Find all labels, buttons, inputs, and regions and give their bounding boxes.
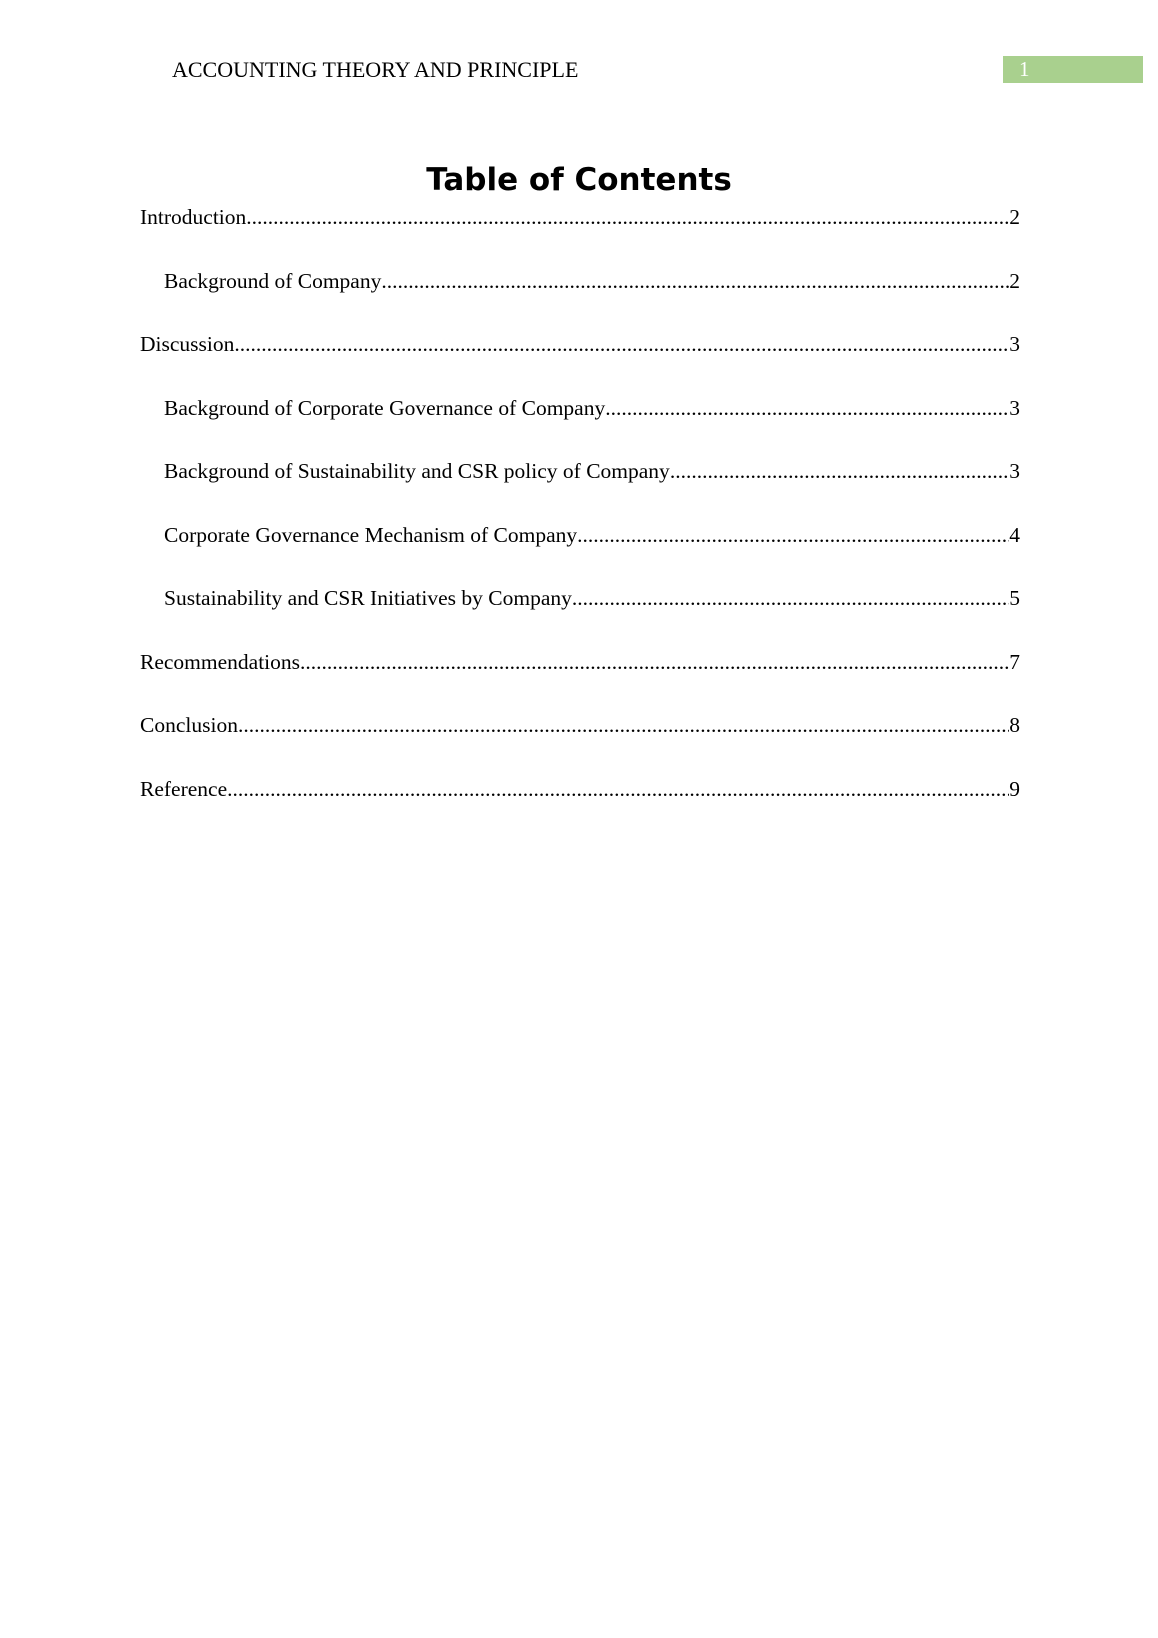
toc-entry-corporate-governance-background[interactable] [140, 394, 1020, 458]
toc-entry-label: Introduction [140, 205, 247, 229]
toc-entry-conclusion[interactable] [140, 711, 1020, 775]
toc-entry-label: Conclusion [140, 713, 238, 737]
toc-entry-label: Background of Company [164, 268, 382, 293]
toc-entry-label: Reference [140, 776, 228, 801]
toc-dot-leader [605, 394, 1009, 422]
toc-entry-label: Recommendations [140, 649, 301, 674]
toc-dot-leader [234, 330, 1009, 358]
toc-entry-page: 4 [1009, 522, 1020, 547]
toc-dot-leader [670, 457, 1009, 485]
toc-entry-sustainability-csr-policy[interactable] [140, 457, 1020, 521]
toc-entry-page: 3 [1009, 395, 1020, 420]
toc-dot-leader [238, 711, 1009, 739]
toc-entry-page: 3 [1009, 332, 1020, 356]
toc-entry-label: Discussion [140, 332, 235, 356]
toc-entry-label: Sustainability and CSR Initiatives by Company [164, 586, 572, 610]
toc-dot-leader [227, 775, 1009, 803]
toc-entry-label: Background of Corporate Governance of Company [164, 395, 606, 420]
toc-entry-recommendations[interactable] [140, 648, 1020, 712]
toc-dot-leader [246, 203, 1009, 231]
toc-entry-background-of-company[interactable] [140, 267, 1020, 331]
toc-dot-leader [572, 584, 1009, 612]
table-of-contents [140, 203, 1020, 838]
toc-entry-page: 2 [1009, 205, 1020, 229]
toc-entry-page: 5 [1009, 586, 1020, 610]
toc-heading: Table of Contents [426, 162, 732, 198]
toc-dot-leader [381, 267, 1009, 295]
toc-entry-csr-initiatives[interactable] [140, 584, 1020, 648]
toc-entry-label: Corporate Governance Mechanism of Company [164, 522, 578, 547]
page-number: 1 [1019, 57, 1030, 81]
page-number-badge [1003, 56, 1143, 83]
toc-entry-page: 2 [1009, 268, 1020, 293]
toc-entry-page: 3 [1009, 459, 1020, 483]
toc-dot-leader [300, 648, 1009, 676]
toc-entry-page: 8 [1009, 713, 1020, 737]
running-header-title: ACCOUNTING THEORY AND PRINCIPLE [172, 57, 579, 82]
toc-entry-reference[interactable] [140, 775, 1020, 839]
toc-entry-discussion[interactable] [140, 330, 1020, 394]
toc-entry-introduction[interactable] [140, 203, 1020, 267]
toc-dot-leader [577, 521, 1009, 549]
toc-entry-page: 7 [1009, 649, 1020, 674]
toc-entry-label: Background of Sustainability and CSR policy of Company [164, 459, 670, 483]
toc-entry-page: 9 [1009, 776, 1020, 801]
toc-entry-governance-mechanism[interactable] [140, 521, 1020, 585]
